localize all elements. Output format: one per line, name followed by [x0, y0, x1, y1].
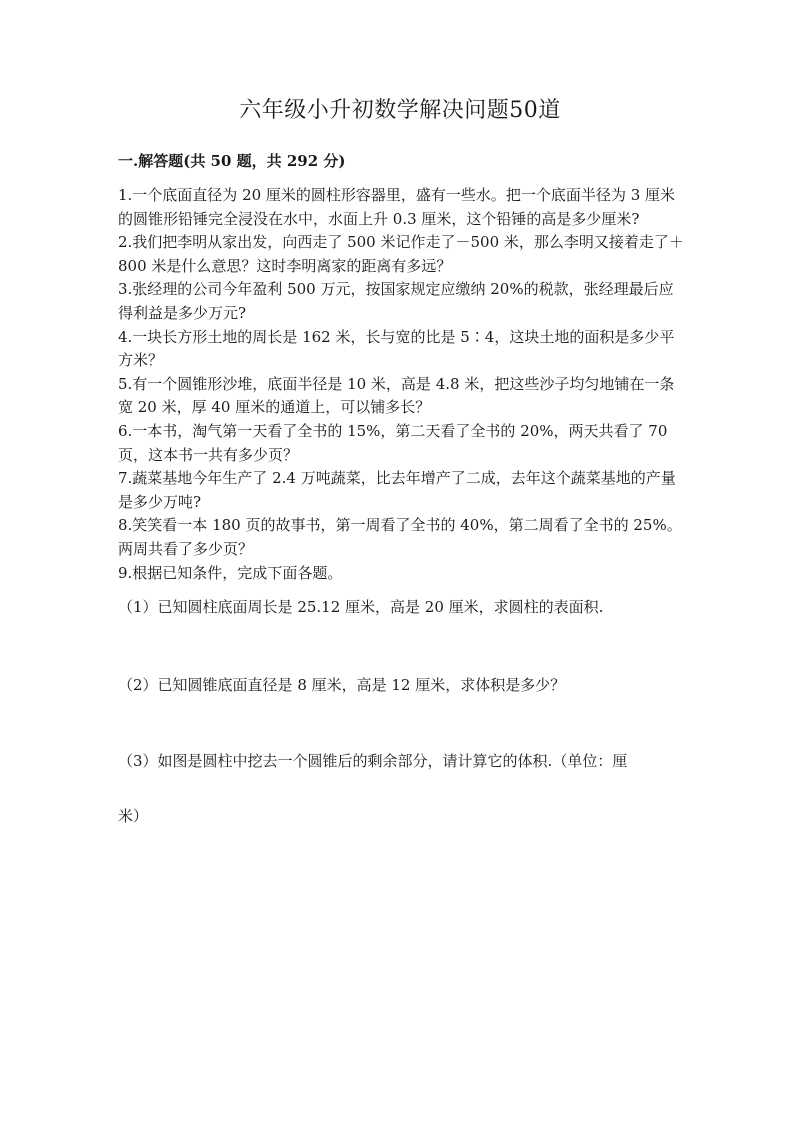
- subquestion-3-continuation: 米）: [118, 807, 149, 825]
- question-1: 1.一个底面直径为 20 厘米的圆柱形容器里，盛有一些水。把一个底面半径为 3 厘米的圆锥形铅锤完全浸没在水中，水面上升 0.3 厘米，这个铅锤的高是多少厘米?: [118, 186, 676, 228]
- question-list: [118, 184, 686, 585]
- subquestion-3: （3）如图是圆柱中挖去一个圆锥后的剩余部分，请计算它的体积.（单位：厘: [118, 752, 628, 770]
- question-8: 8.笑笑看一本 180 页的故事书，第一周看了全书的 40%，第二周看了全书的 25%。两周共看了多少页？: [118, 516, 682, 558]
- question-2: 2.我们把李明从家出发，向西走了 500 米记作走了－500 米，那么李明又接着走了＋800 米是什么意思？这时李明离家的距离有多远？: [118, 233, 684, 275]
- question-3: 3.张经理的公司今年盈利 500 万元，按国家规定应缴纳 20%的税款，张经理最后应得利益是多少万元?: [118, 280, 674, 322]
- section-heading: 一.解答题(共 50 题，共 292 分): [118, 152, 346, 170]
- question-9: 9.根据已知条件，完成下面各题。: [118, 563, 343, 582]
- subquestion-2: （2）已知圆锥底面直径是 8 厘米，高是 12 厘米，求体积是多少？: [118, 676, 566, 694]
- page-title: 六年级小升初数学解决问题50道: [239, 98, 561, 123]
- question-4: 4.一块长方形土地的周长是 162 米，长与宽的比是 5∶4，这块土地的面积是多少平方米？: [118, 327, 675, 370]
- question-5: 5.有一个圆锥形沙堆，底面半径是 10 米，高是 4.8 米，把这些沙子均匀地铺在一条宽 20 米，厚 40 厘米的通道上，可以铺多长？: [118, 374, 675, 417]
- question-6: 6.一本书，淘气第一天看了全书的 15%，第二天看了全书的 20%，两天共看了 70 页，这本书一共有多少页？: [118, 421, 668, 464]
- question-7: 7.蔬菜基地今年生产了 2.4 万吨蔬菜，比去年增产了二成，去年这个蔬菜基地的产量是多少万吨?: [118, 469, 676, 511]
- subquestion-1: （1）已知圆柱底面周长是 25.12 厘米，高是 20 厘米，求圆柱的表面积.: [118, 598, 604, 616]
